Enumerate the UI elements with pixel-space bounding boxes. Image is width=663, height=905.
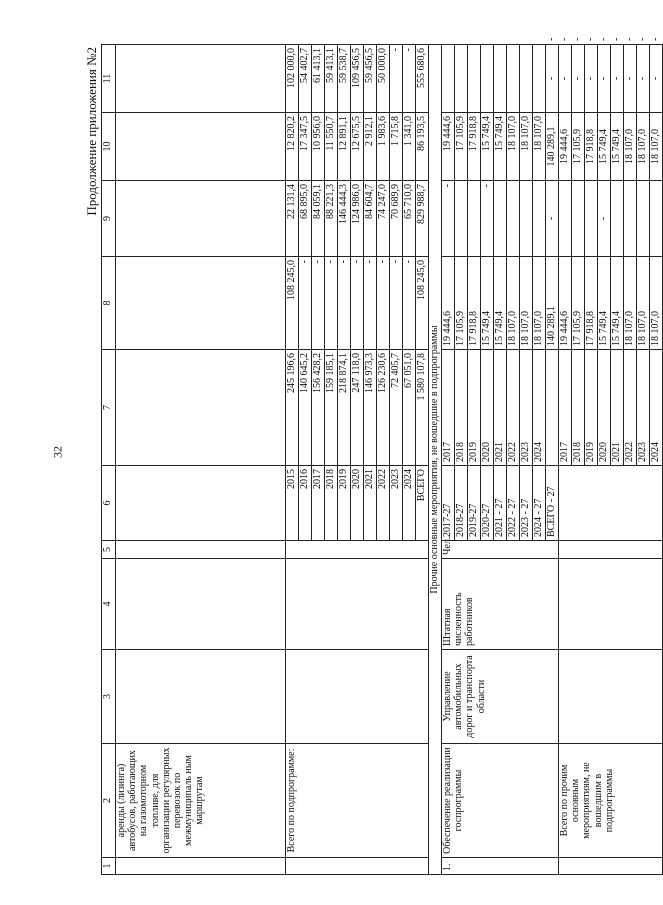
year-cell: 2015 bbox=[286, 466, 299, 541]
total-value: 108 245,0 bbox=[416, 257, 429, 350]
value-cell: - bbox=[598, 181, 611, 257]
column-number: 2 bbox=[102, 744, 116, 858]
year-cell: 2020 bbox=[351, 466, 364, 541]
value-cell bbox=[494, 45, 507, 113]
value-cell: 17 105,9 bbox=[455, 257, 468, 350]
value-cell bbox=[637, 181, 650, 257]
column-number: 3 bbox=[102, 650, 116, 744]
value-cell: 17 918,8 bbox=[585, 113, 598, 181]
total-label: ВСЕГО bbox=[416, 466, 429, 541]
value-cell: 15 749,4 bbox=[494, 113, 507, 181]
value-cell: 18 107,0 bbox=[533, 257, 546, 350]
value-cell: 70 689,9 bbox=[390, 181, 403, 257]
year-cell: 2021 bbox=[494, 350, 507, 466]
other-total-label: Всего по прочим основным мероприятиям, не вошедшим в подпрограммы bbox=[559, 744, 663, 858]
value-cell: - bbox=[403, 257, 416, 350]
cell-empty bbox=[546, 350, 559, 466]
value-cell: - bbox=[585, 45, 598, 113]
cell-empty bbox=[116, 181, 286, 257]
year-cell: 2023 bbox=[520, 350, 533, 466]
rotated-page bbox=[84, 37, 661, 875]
cell-empty bbox=[559, 466, 663, 541]
section-title: Прочие основные мероприятия, не вошедшие в подпрограммы bbox=[429, 45, 442, 875]
column-number: 7 bbox=[102, 350, 116, 466]
value-cell: - bbox=[390, 45, 403, 113]
value-cell bbox=[455, 181, 468, 257]
value-cell bbox=[481, 45, 494, 113]
value-cell: - bbox=[442, 181, 455, 257]
subprogram-total-label: Всего по подпрограмме: bbox=[286, 744, 429, 858]
value-cell bbox=[520, 45, 533, 113]
value-cell: 17 347,5 bbox=[299, 113, 312, 181]
value-cell: 18 107,0 bbox=[650, 113, 663, 181]
value-cell: - bbox=[624, 45, 637, 113]
value-cell: 54 402,7 bbox=[299, 45, 312, 113]
value-cell: 12 675,5 bbox=[351, 113, 364, 181]
year-cell: 2017 bbox=[312, 466, 325, 541]
value-cell bbox=[572, 181, 585, 257]
value-cell bbox=[624, 181, 637, 257]
value-cell: - bbox=[377, 257, 390, 350]
cell-empty bbox=[559, 541, 663, 559]
year-cell: 2023 bbox=[390, 466, 403, 541]
column-number: 6 bbox=[102, 466, 116, 541]
value-cell: 18 107,0 bbox=[507, 257, 520, 350]
value-cell: 17 105,9 bbox=[572, 257, 585, 350]
table-row: 2023 18 107,0 18 107,0 - - bbox=[637, 45, 650, 875]
value-cell: 17 918,8 bbox=[468, 113, 481, 181]
value-cell bbox=[455, 45, 468, 113]
value-cell: 15 749,4 bbox=[494, 257, 507, 350]
value-cell: 126 230,6 bbox=[377, 350, 390, 466]
value-cell: 159 185,1 bbox=[325, 350, 338, 466]
total-value: 1 580 107,8 bbox=[416, 350, 429, 466]
year-cell: 2017 bbox=[442, 350, 455, 466]
period-cell: 2024 - 27 bbox=[533, 466, 546, 541]
value-cell bbox=[507, 181, 520, 257]
value-cell: 218 874,1 bbox=[338, 350, 351, 466]
value-cell: 12 820,2 bbox=[286, 113, 299, 181]
value-cell: 84 604,7 bbox=[364, 181, 377, 257]
year-cell: 2023 bbox=[637, 350, 650, 466]
year-cell: 2020 bbox=[481, 350, 494, 466]
value-cell: 59 413,1 bbox=[325, 45, 338, 113]
value-cell: 247 118,0 bbox=[351, 350, 364, 466]
value-cell: 68 895,0 bbox=[299, 181, 312, 257]
table-row bbox=[442, 45, 455, 875]
value-cell: - bbox=[390, 257, 403, 350]
value-cell: 59 456,5 bbox=[364, 45, 377, 113]
cell-empty bbox=[559, 858, 663, 875]
cell-empty bbox=[116, 257, 286, 350]
value-cell: - bbox=[481, 181, 494, 257]
cell-empty bbox=[286, 559, 429, 650]
value-cell: 15 749,4 bbox=[611, 113, 624, 181]
item-name: Обеспечение реализации госпрограммы bbox=[442, 744, 559, 858]
table-row: 2022 18 107,0 18 107,0 - - bbox=[624, 45, 637, 875]
value-cell: 18 107,0 bbox=[637, 113, 650, 181]
value-cell: 74 247,0 bbox=[377, 181, 390, 257]
year-cell: 2024 bbox=[650, 350, 663, 466]
year-cell: 2019 bbox=[585, 350, 598, 466]
table-body bbox=[102, 37, 663, 875]
total-value: 140 289,1 bbox=[546, 257, 559, 350]
value-cell: 18 107,0 bbox=[637, 257, 650, 350]
value-cell: 59 538,7 bbox=[338, 45, 351, 113]
column-number: 1 bbox=[102, 858, 116, 875]
cell-empty bbox=[116, 466, 286, 541]
cell-empty bbox=[116, 45, 286, 113]
value-cell: - bbox=[637, 45, 650, 113]
value-cell: - bbox=[338, 257, 351, 350]
year-cell: 2022 bbox=[377, 466, 390, 541]
value-cell: 1 341,0 bbox=[403, 113, 416, 181]
value-cell bbox=[507, 45, 520, 113]
gas-description-row bbox=[116, 45, 286, 875]
value-cell: - bbox=[650, 45, 663, 113]
value-cell: 17 918,8 bbox=[468, 257, 481, 350]
total-value: 555 680,6 bbox=[416, 45, 429, 113]
year-cell: 2016 bbox=[299, 466, 312, 541]
year-cell: 2021 bbox=[611, 350, 624, 466]
value-cell: 140 645,2 bbox=[299, 350, 312, 466]
total-value: - bbox=[546, 181, 559, 257]
year-cell: 2024 bbox=[403, 466, 416, 541]
value-cell: 12 891,1 bbox=[338, 113, 351, 181]
gas-description: аренды (лизинга) автобусов, работающих на газомоторном топливе, для организации регулярных перевозок по межмуниципаль ным маршрутам bbox=[116, 744, 286, 858]
value-cell bbox=[650, 181, 663, 257]
year-cell: 2024 bbox=[533, 350, 546, 466]
value-cell: 50 000,0 bbox=[377, 45, 390, 113]
value-cell: - bbox=[598, 45, 611, 113]
value-cell: 108 245,0 bbox=[286, 257, 299, 350]
cell-empty bbox=[116, 113, 286, 181]
value-cell: - bbox=[572, 45, 585, 113]
value-cell: - bbox=[364, 257, 377, 350]
period-cell: 2017-27 bbox=[442, 466, 455, 541]
value-cell: 61 413,1 bbox=[312, 45, 325, 113]
value-cell: 15 749,4 bbox=[598, 113, 611, 181]
value-cell: 18 107,0 bbox=[624, 257, 637, 350]
value-cell: 102 000,0 bbox=[286, 45, 299, 113]
table-row: 2018 17 105,9 17 105,9 - - bbox=[572, 45, 585, 875]
column-number: 4 bbox=[102, 559, 116, 650]
year-cell: 2021 bbox=[364, 466, 377, 541]
item-indicator: Штатная численность работников bbox=[442, 559, 559, 650]
period-cell: 2019-27 bbox=[468, 466, 481, 541]
value-cell: 18 107,0 bbox=[650, 257, 663, 350]
value-cell: 15 749,4 bbox=[611, 257, 624, 350]
value-cell bbox=[494, 181, 507, 257]
table-row: 2020 15 749,4 - 15 749,4 - - bbox=[598, 45, 611, 875]
value-cell: - bbox=[325, 257, 338, 350]
value-cell: 17 918,8 bbox=[585, 257, 598, 350]
table-row: Всего по прочим основным мероприятиям, не вошедшим в подпрограммы 2017 19 444,6 19 444,6 - - bbox=[559, 45, 572, 875]
cell-empty bbox=[116, 541, 286, 559]
value-cell bbox=[611, 181, 624, 257]
value-cell bbox=[520, 181, 533, 257]
value-cell: 124 986,0 bbox=[351, 181, 364, 257]
year-cell: 2018 bbox=[325, 466, 338, 541]
column-number: 10 bbox=[102, 113, 116, 181]
value-cell bbox=[442, 45, 455, 113]
value-cell: 67 051,0 bbox=[403, 350, 416, 466]
table-row: 2019 17 918,8 17 918,8 - - bbox=[585, 45, 598, 875]
year-cell: 2019 bbox=[338, 466, 351, 541]
column-number-row bbox=[102, 45, 116, 875]
table-row: 2024 18 107,0 18 107,0 - - bbox=[650, 45, 663, 875]
value-cell: - bbox=[351, 257, 364, 350]
value-cell: - bbox=[312, 257, 325, 350]
value-cell: 1 715,8 bbox=[390, 113, 403, 181]
value-cell: 146 973,3 bbox=[364, 350, 377, 466]
value-cell: - bbox=[559, 45, 572, 113]
value-cell: 65 710,0 bbox=[403, 181, 416, 257]
value-cell: 88 221,3 bbox=[325, 181, 338, 257]
value-cell: 15 749,4 bbox=[481, 257, 494, 350]
total-label: ВСЕГО - 27 bbox=[546, 466, 559, 541]
period-cell: 2018-27 bbox=[455, 466, 468, 541]
item-total-row: ВСЕГО - 27 140 289,1 - 140 289,1 - - bbox=[546, 45, 559, 875]
value-cell: 19 444,6 bbox=[442, 113, 455, 181]
value-cell: 84 059,1 bbox=[312, 181, 325, 257]
value-cell: 19 444,6 bbox=[442, 257, 455, 350]
page-number: 32 bbox=[50, 446, 65, 458]
cell-empty bbox=[286, 541, 429, 559]
cell-empty bbox=[116, 858, 286, 875]
value-cell: 18 107,0 bbox=[624, 113, 637, 181]
value-cell: 72 405,7 bbox=[390, 350, 403, 466]
period-cell: 2020-27 bbox=[481, 466, 494, 541]
value-cell bbox=[468, 181, 481, 257]
value-cell: 2 912,1 bbox=[364, 113, 377, 181]
year-cell: 2017 bbox=[559, 350, 572, 466]
value-cell: 18 107,0 bbox=[520, 257, 533, 350]
value-cell: 17 105,9 bbox=[455, 113, 468, 181]
value-cell: 10 956,0 bbox=[312, 113, 325, 181]
year-cell: 2020 bbox=[598, 350, 611, 466]
period-cell: 2021 - 27 bbox=[494, 466, 507, 541]
value-cell: 15 749,4 bbox=[481, 113, 494, 181]
value-cell: 18 107,0 bbox=[520, 113, 533, 181]
cell-empty bbox=[286, 858, 429, 875]
period-cell: 2023 - 27 bbox=[520, 466, 533, 541]
budget-table bbox=[101, 37, 663, 875]
total-value: 140 289,1 bbox=[546, 113, 559, 181]
value-cell: 245 196,6 bbox=[286, 350, 299, 466]
value-cell: 19 444,6 bbox=[559, 257, 572, 350]
value-cell: 18 107,0 bbox=[533, 113, 546, 181]
value-cell bbox=[585, 181, 598, 257]
total-value: 86 193,5 bbox=[416, 113, 429, 181]
year-cell: 2022 bbox=[624, 350, 637, 466]
value-cell: - bbox=[611, 45, 624, 113]
value-cell bbox=[533, 181, 546, 257]
value-cell: 19 444,6 bbox=[559, 113, 572, 181]
section-title-row bbox=[429, 45, 442, 875]
value-cell: 109 456,5 bbox=[351, 45, 364, 113]
year-cell: 2019 bbox=[468, 350, 481, 466]
column-number: 5 bbox=[102, 541, 116, 559]
value-cell: - bbox=[299, 257, 312, 350]
value-cell: 1 983,6 bbox=[377, 113, 390, 181]
value-cell: 156 428,2 bbox=[312, 350, 325, 466]
cell-empty bbox=[286, 650, 429, 744]
item-executor: Управление автомобильных дорог и транспорта области bbox=[442, 650, 559, 744]
value-cell: - bbox=[403, 45, 416, 113]
cell-empty bbox=[116, 559, 286, 650]
column-number: 8 bbox=[102, 257, 116, 350]
year-cell: 2018 bbox=[572, 350, 585, 466]
total-value: 829 988,7 bbox=[416, 181, 429, 257]
cell-empty bbox=[116, 350, 286, 466]
value-cell: 17 105,9 bbox=[572, 113, 585, 181]
appendix-caption: Продолжение приложения №2 bbox=[84, 47, 99, 216]
column-number: 9 bbox=[102, 181, 116, 257]
value-cell: 11 550,7 bbox=[325, 113, 338, 181]
year-cell: 2022 bbox=[507, 350, 520, 466]
total-value: - bbox=[546, 45, 559, 113]
cell-empty bbox=[559, 650, 663, 744]
item-unit: Чел. bbox=[442, 541, 559, 559]
table-row: 2021 15 749,4 15 749,4 - - bbox=[611, 45, 624, 875]
value-cell bbox=[559, 181, 572, 257]
column-number: 11 bbox=[102, 45, 116, 113]
table-row bbox=[286, 45, 299, 875]
cell-empty bbox=[116, 650, 286, 744]
period-cell: 2022 - 27 bbox=[507, 466, 520, 541]
value-cell bbox=[533, 45, 546, 113]
value-cell: 22 131,4 bbox=[286, 181, 299, 257]
value-cell: 146 444,3 bbox=[338, 181, 351, 257]
year-cell: 2018 bbox=[455, 350, 468, 466]
item-number: 1. bbox=[442, 858, 559, 875]
value-cell bbox=[468, 45, 481, 113]
cell-empty bbox=[559, 559, 663, 650]
value-cell: 18 107,0 bbox=[507, 113, 520, 181]
value-cell: 15 749,4 bbox=[598, 257, 611, 350]
